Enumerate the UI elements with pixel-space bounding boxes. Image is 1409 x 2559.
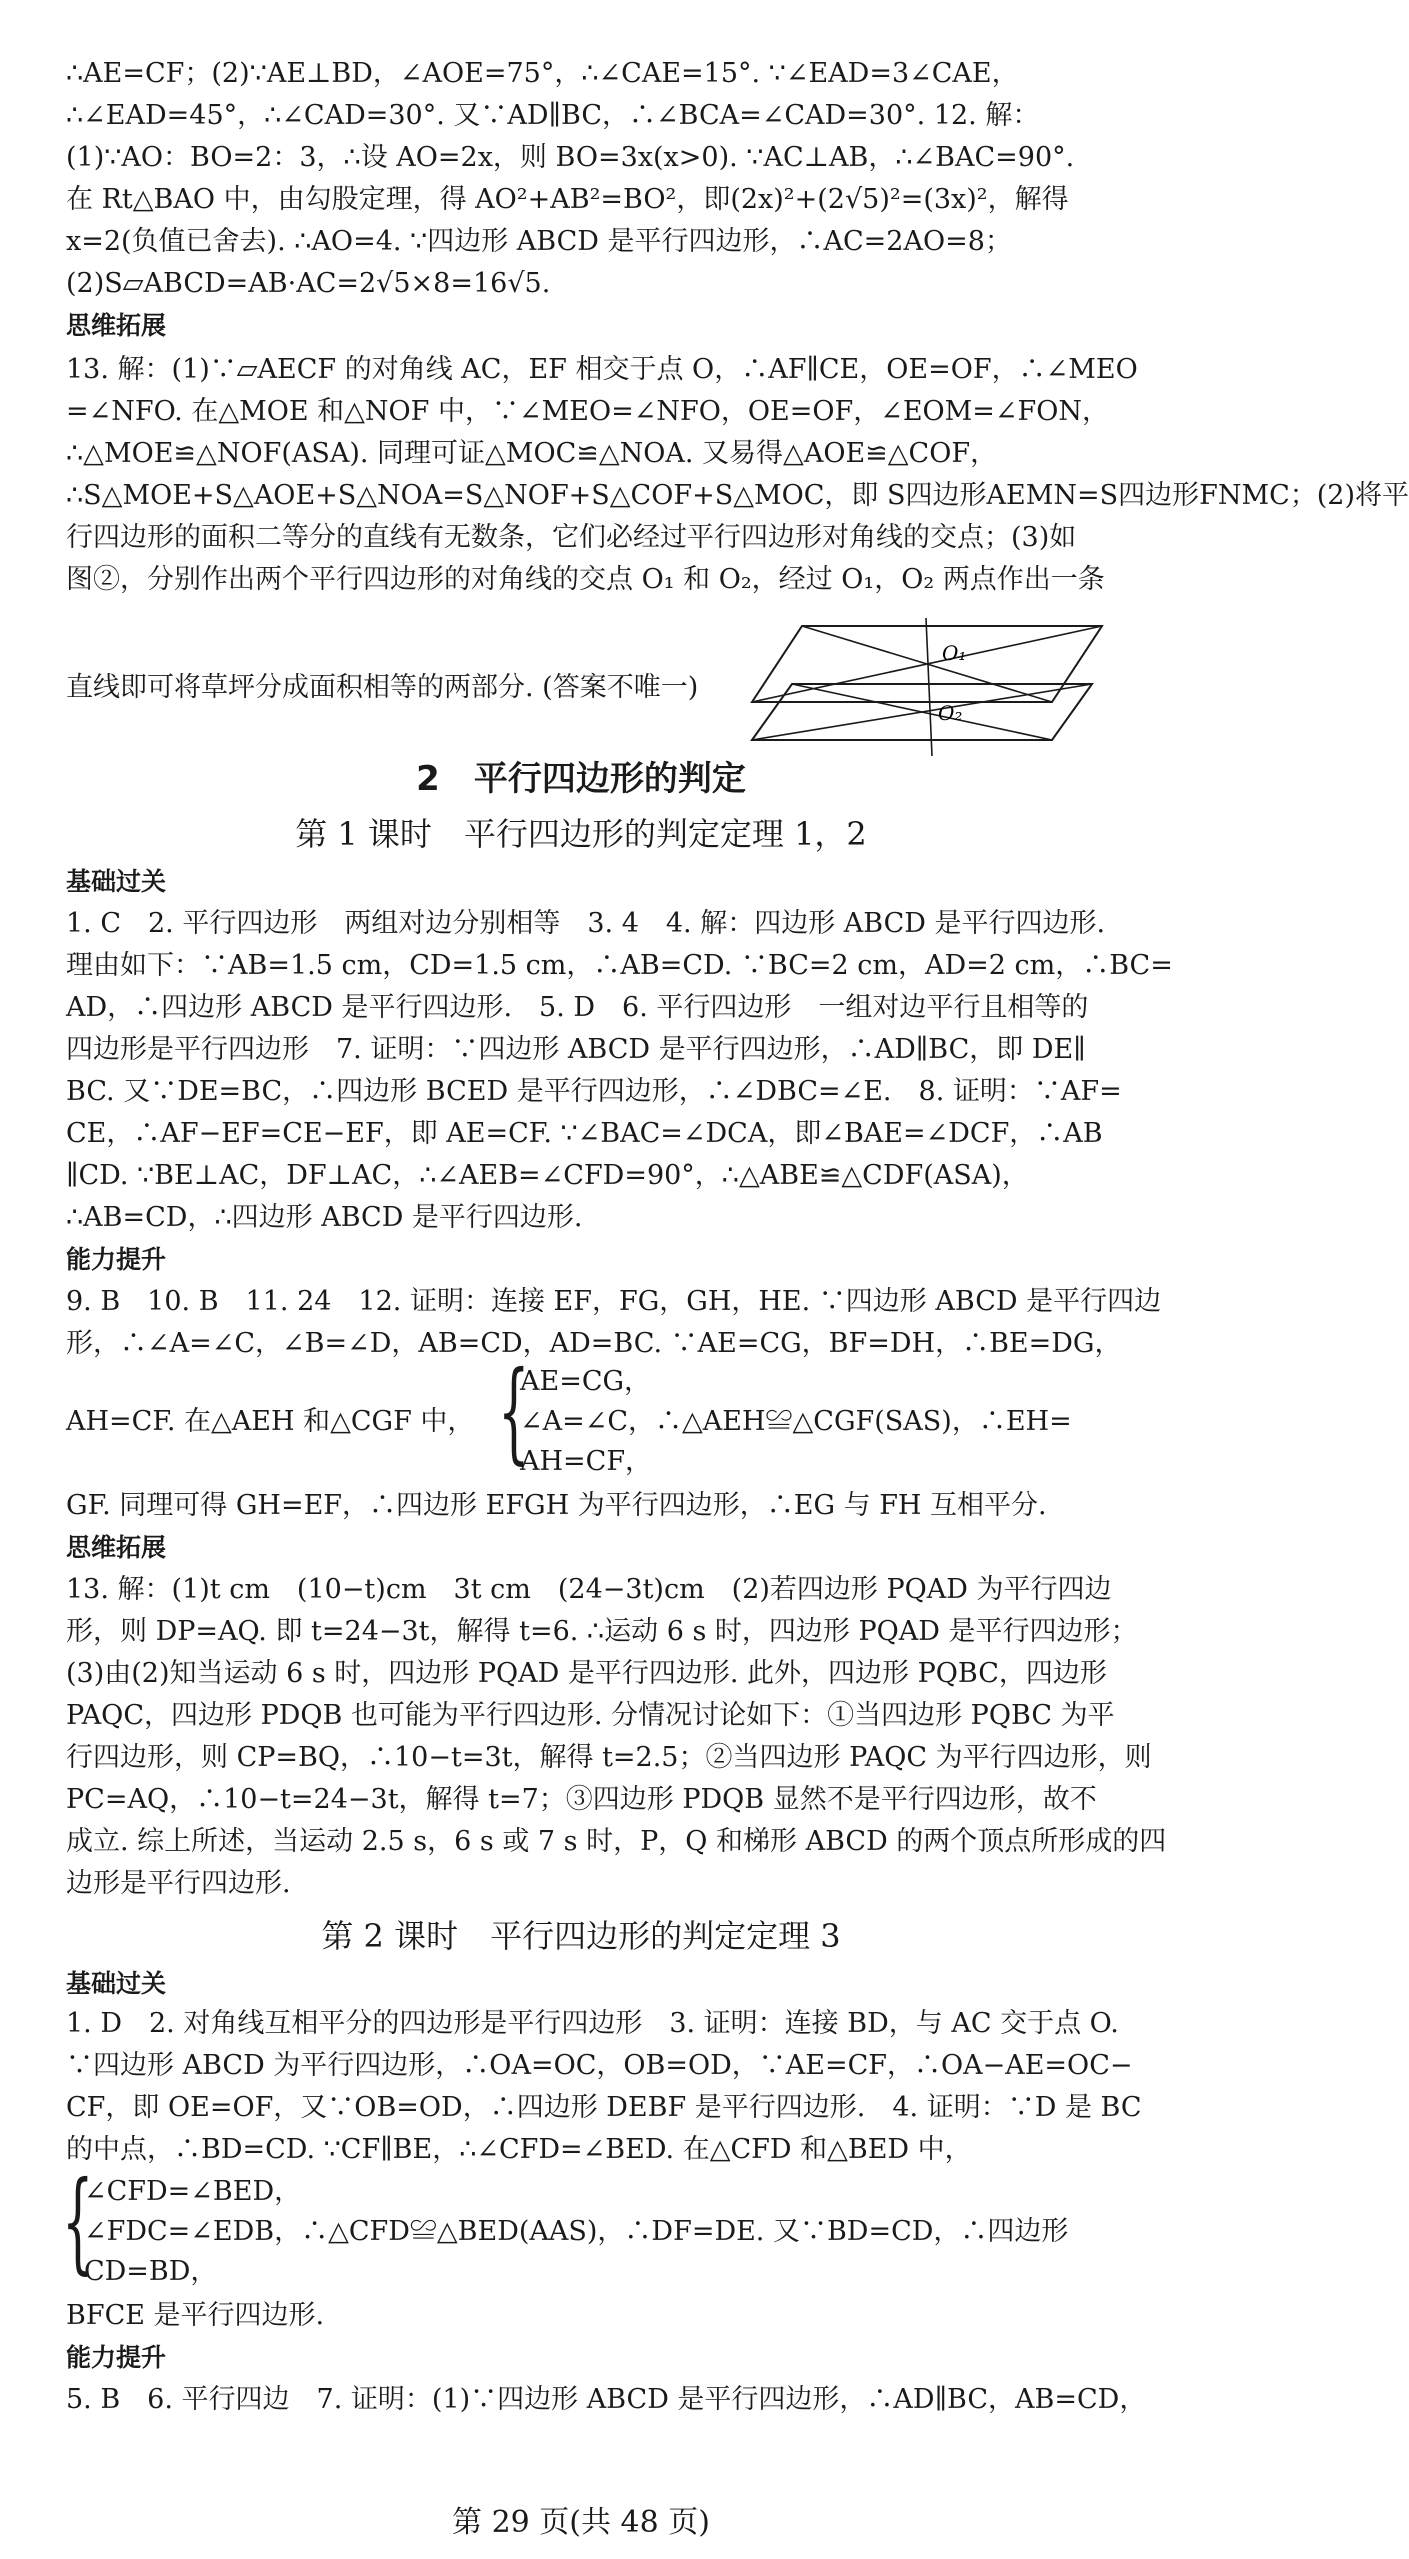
lesson-title: 第 2 课时 平行四边形的判定定理 3 xyxy=(321,1917,841,1955)
text-line: (1)∵AO：BO=2：3，∴设 AO=2x，则 BO=3x(x>0). ∵AC⊥AB，∴∠BAC=90°. xyxy=(66,142,1075,173)
text-line: 的中点，∴BD=CD. ∵CF∥BE，∴∠CFD=∠BED. 在△CFD 和△BED 中， xyxy=(66,2134,972,2165)
text-line: 行四边形，则 CP=BQ，∴10−t=3t，解得 t=2.5；②当四边形 PAQC 为平行四边形，则 xyxy=(66,1742,1152,1773)
system-row: ∠A=∠C，∴△AEH≌△CGF(SAS)，∴EH= xyxy=(520,1406,1072,1437)
section-heading: 基础过关 xyxy=(66,867,167,896)
text-line: BFCE 是平行四边形. xyxy=(66,2300,325,2331)
section-heading: 能力提升 xyxy=(66,1245,167,1274)
text-line: 理由如下：∵AB=1.5 cm，CD=1.5 cm，∴AB=CD. ∵BC=2 cm，AD=2 cm，∴BC= xyxy=(66,950,1173,981)
text-line: (2)S▱ABCD=AB·AC=2√5×8=16√5. xyxy=(66,268,551,299)
text-line: ∴AE=CF；(2)∵AE⊥BD，∠AOE=75°，∴∠CAE=15°. ∵∠EAD=3∠CAE， xyxy=(66,58,1019,89)
page-footer: 第 29 页(共 48 页) xyxy=(452,2505,710,2540)
text-line: PAQC，四边形 PDQB 也可能为平行四边形. 分情况讨论如下：①当四边形 PQBC 为平 xyxy=(66,1700,1115,1731)
left-brace: { xyxy=(498,1347,530,1475)
system-row: ∠CFD=∠BED， xyxy=(84,2176,302,2207)
section-heading: 思维拓展 xyxy=(66,1533,167,1562)
text-line: ∴∠EAD=45°，∴∠CAD=30°. 又∵AD∥BC，∴∠BCA=∠CAD=30°. 12. 解： xyxy=(66,100,1040,131)
text-line: 5. B 6. 平行四边 7. 证明：(1)∵四边形 ABCD 是平行四边形，∴AD∥BC，AB=CD， xyxy=(66,2384,1147,2415)
text-line: 直线即可将草坪分成面积相等的两部分. (答案不唯一) xyxy=(66,672,699,703)
section-heading: 思维拓展 xyxy=(66,311,167,340)
text-line: ∴S△MOE+S△AOE+S△NOA=S△NOF+S△COF+S△MOC，即 S四边形AEMN=S四边形FNMC；(2)将平 xyxy=(66,480,1409,511)
text-line: AD，∴四边形 ABCD 是平行四边形. 5. D 6. 平行四边形 一组对边平行且相等的 xyxy=(66,992,1089,1023)
system-lead: AH=CF. 在△AEH 和△CGF 中， xyxy=(66,1406,475,1437)
text-line: 行四边形的面积二等分的直线有无数条，它们必经过平行四边形对角线的交点；(3)如 xyxy=(66,522,1077,553)
text-line: 成立. 综上所述，当运动 2.5 s，6 s 或 7 s 时，P，Q 和梯形 ABCD 的两个顶点所形成的四 xyxy=(66,1826,1167,1857)
text-line: ∴AB=CD，∴四边形 ABCD 是平行四边形. xyxy=(66,1202,583,1233)
text-line: GF. 同理可得 GH=EF，∴四边形 EFGH 为平行四边形，∴EG 与 FH 互相平分. xyxy=(66,1490,1047,1521)
text-line: 四边形是平行四边形 7. 证明：∵四边形 ABCD 是平行四边形，∴AD∥BC，即 DE∥ xyxy=(66,1034,1086,1065)
text-line: =∠NFO. 在△MOE 和△NOF 中，∵∠MEO=∠NFO，OE=OF，∠EOM=∠FON， xyxy=(66,396,1110,427)
parallelogram-figure xyxy=(732,620,1112,756)
text-line: 1. C 2. 平行四边形 两组对边分别相等 3. 4 4. 解：四边形 ABCD 是平行四边形. xyxy=(66,908,1106,939)
left-brace: { xyxy=(62,2157,94,2285)
system-row: CD=BD， xyxy=(84,2256,218,2287)
text-line: 图②，分别作出两个平行四边形的对角线的交点 O₁ 和 O₂，经过 O₁，O₂ 两点作出一条 xyxy=(66,564,1105,595)
system-row: AH=CF， xyxy=(520,1446,653,1477)
text-line: (3)由(2)知当运动 6 s 时，四边形 PQAD 是平行四边形. 此外，四边形 PQBC，四边形 xyxy=(66,1658,1107,1689)
text-line: ∴△MOE≌△NOF(ASA). 同理可证△MOC≌△NOA. 又易得△AOE≌△COF， xyxy=(66,438,998,469)
text-line: CF，即 OE=OF，又∵OB=OD，∴四边形 DEBF 是平行四边形. 4. 证明：∵D 是 BC xyxy=(66,2092,1142,2123)
section-title: 2 平行四边形的判定 xyxy=(416,759,746,799)
text-line: ∥CD. ∵BE⊥AC，DF⊥AC，∴∠AEB=∠CFD=90°，∴△ABE≌△CDF(ASA)， xyxy=(66,1160,1029,1191)
text-line: PC=AQ，∴10−t=24−3t，解得 t=7；③四边形 PDQB 显然不是平行四边形，故不 xyxy=(66,1784,1097,1815)
text-line: 边形是平行四边形. xyxy=(66,1868,291,1899)
lesson-title: 第 1 课时 平行四边形的判定定理 1，2 xyxy=(295,815,867,853)
text-line: ∵四边形 ABCD 为平行四边形，∴OA=OC，OB=OD，∵AE=CF，∴OA−AE=OC− xyxy=(66,2050,1133,2081)
text-line: CE，∴AF−EF=CE−EF，即 AE=CF. ∵∠BAC=∠DCA，即∠BAE=∠DCF，∴AB xyxy=(66,1118,1103,1149)
text-line: 形，则 DP=AQ. 即 t=24−3t，解得 t=6. ∴运动 6 s 时，四边形 PQAD 是平行四边形； xyxy=(66,1616,1138,1647)
text-line: x=2(负值已舍去). ∴AO=4. ∵四边形 ABCD 是平行四边形，∴AC=2AO=8； xyxy=(66,226,1012,257)
text-line: 13. 解：(1)∵▱AECF 的对角线 AC，EF 相交于点 O，∴AF∥CE，OE=OF，∴∠MEO xyxy=(66,354,1138,385)
text-line: BC. 又∵DE=BC，∴四边形 BCED 是平行四边形，∴∠DBC=∠E. 8. 证明：∵AF= xyxy=(66,1076,1122,1107)
system-row: ∠FDC=∠EDB，∴△CFD≌△BED(AAS)，∴DF=DE. 又∵BD=CD，∴四边形 xyxy=(84,2216,1069,2247)
text-line: 在 Rt△BAO 中，由勾股定理，得 AO²+AB²=BO²，即(2x)²+(2√5)²=(3x)²，解得 xyxy=(66,184,1069,215)
text-line: 1. D 2. 对角线互相平分的四边形是平行四边形 3. 证明：连接 BD，与 AC 交于点 O. xyxy=(66,2008,1119,2039)
text-line: 13. 解：(1)t cm (10−t)cm 3t cm (24−3t)cm (2)若四边形 PQAD 为平行四边 xyxy=(66,1574,1112,1605)
section-heading: 基础过关 xyxy=(66,1969,167,1998)
section-heading: 能力提升 xyxy=(66,2343,167,2372)
text-line: 形，∴∠A=∠C，∠B=∠D，AB=CD，AD=BC. ∵AE=CG，BF=DH，∴BE=DG， xyxy=(66,1328,1122,1359)
system-row: AE=CG， xyxy=(520,1366,652,1397)
text-line: 9. B 10. B 11. 24 12. 证明：连接 EF，FG，GH，HE. ∵四边形 ABCD 是平行四边 xyxy=(66,1286,1162,1317)
figure-label-o1: O₁ xyxy=(942,641,967,665)
figure-label-o2: O₂ xyxy=(938,701,963,725)
